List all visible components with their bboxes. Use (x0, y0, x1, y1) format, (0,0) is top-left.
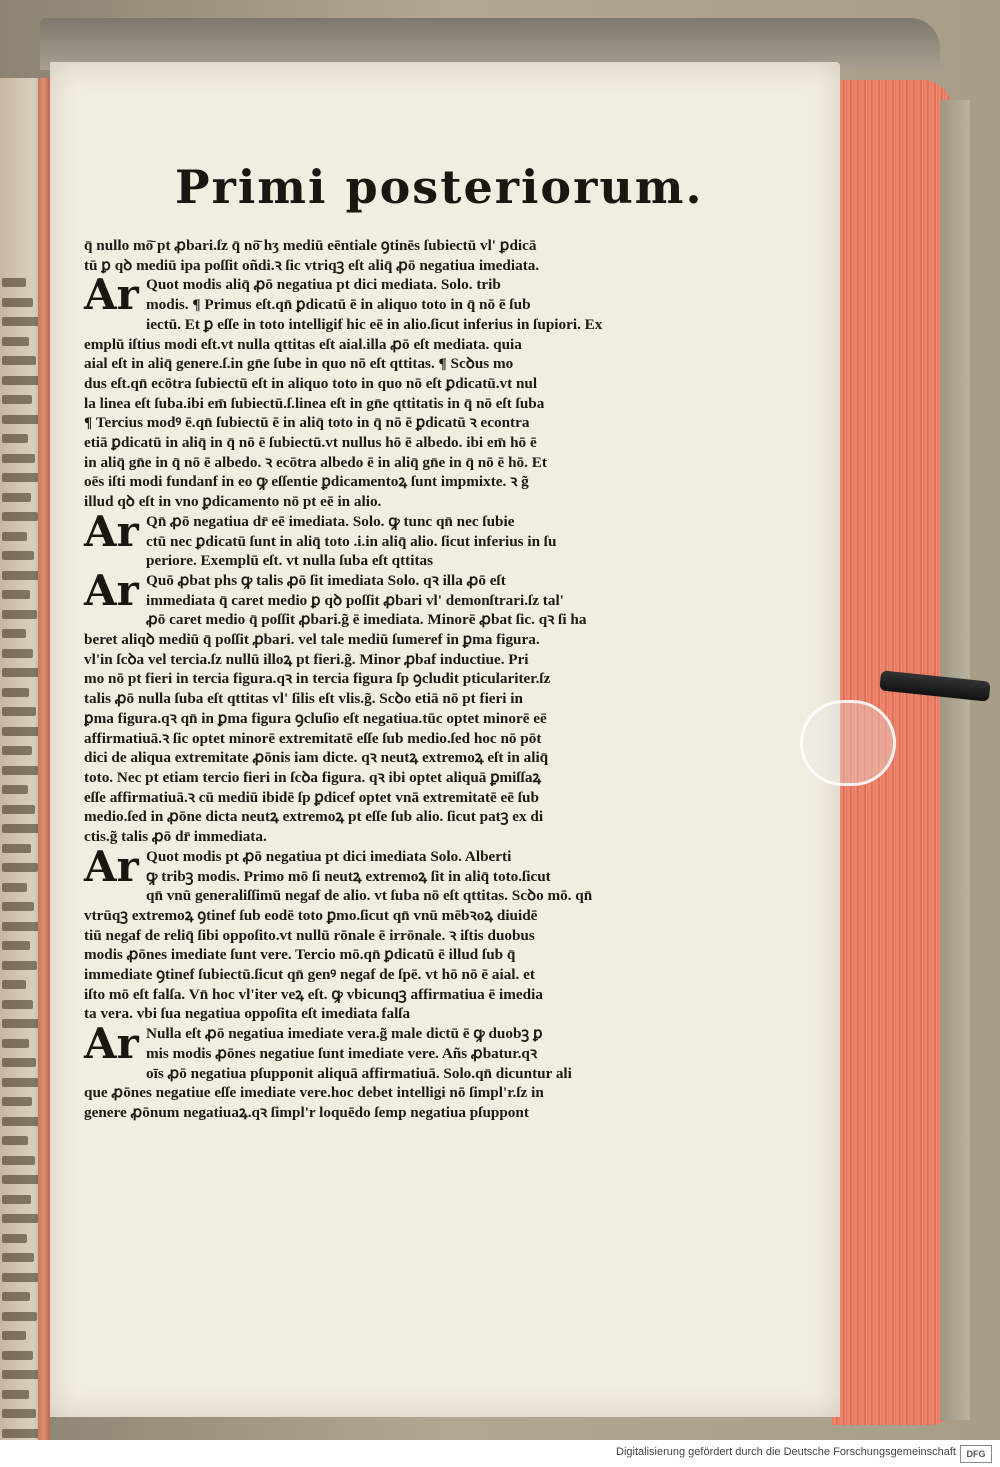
left-page-text-fragment (2, 1078, 43, 1087)
text-line: toto. Nec pt etiam tercio fieri in ſcꝺa figura. qꝛ ibi optet aliquā ꝑmiſſaꝝ (84, 768, 542, 786)
text-line: ꝑma figura.qꝛ qn̄ in ꝑma figura ꝯcluſio eſt negatiua.tūc optet minorē eē (84, 709, 547, 727)
left-page-text-fragment (2, 1058, 36, 1067)
text-line: la linea eſt ſuba.ibi em̄ ſubiectū.ſ.linea eſt in gn̄e qttitatis in q̄ nō eſt ſuba (84, 394, 545, 412)
text-line: illud qꝺ eſt in vno ꝑdicamento nō pt eē in alio. (84, 493, 382, 511)
left-page-red-edge (38, 78, 50, 1440)
text-line: ctū nec ꝑdicatū ſunt in aliq̄ toto .i.in aliq̄ alio. ſicut inferius in ſu (146, 532, 557, 550)
left-page-text-fragment (2, 473, 42, 482)
text-line: talis ꝓō nulla ſuba eſt qttitas vl' ſilis eſt vlis.g̃. Scꝺo etiā nō pt fieri in (84, 690, 523, 708)
text-line: mo nō pt fieri in tercia figura.qꝛ in tercia figura ſp ꝯcludit pticulariter.ſz (84, 670, 551, 688)
page-title: Primi posteriorum. (175, 160, 704, 214)
text-line: vtrūqꝫ extremoꝝ ꝯtinef ſub eodē toto ꝑmo.ſicut qn̄ vnū mēbꝛoꝝ diuidē (84, 906, 538, 924)
left-page-text-fragment (2, 688, 29, 697)
text-line: immediata q̄ caret medio ꝑ qꝺ poſſit ꝓbari vl' demonſtrari.ſz tal' (146, 591, 564, 609)
text-line: aial eſt in aliq̄ genere.ſ.in gn̄e ſube in quo nō eſt qttitas. ¶ Scꝺus mo (84, 355, 514, 373)
left-page-text-fragment (2, 941, 30, 950)
left-page-text-fragment (2, 824, 42, 833)
left-page-text-fragment (2, 454, 35, 463)
text-line: dus eſt.qn̄ ecōtra ſubiectū eſt in aliquo toto in quo nō eſt ꝑdicatū.vt nul (84, 374, 538, 392)
text-line: qn̄ vnū generaliſſimū negaf de alio. vt ſuba nō eſt qttitas. Scꝺo mō. qn̄ (146, 887, 593, 905)
text-line: genere ꝓōnum negatiuaꝝ.qꝛ ſimpl'r loquēdo ſemp negatiua pſuppont (84, 1103, 529, 1121)
left-page-text-fragment (2, 512, 38, 521)
paragraph (84, 565, 764, 847)
left-page-text-fragment (2, 766, 39, 775)
drop-initial: Ar (84, 270, 139, 320)
left-page-text-fragment (2, 395, 32, 404)
left-page-text-fragment (2, 1273, 41, 1282)
text-line: eſſe affirmatiuā.ꝛ cū mediū ibidē ſp ꝑdicef optet vnā extremitatē eē ſub (84, 788, 539, 806)
text-line: ꝓō caret medio q̄ poſſit ꝓbari.g̃ ē imediata. Minorē ꝓbat ſic. qꝛ ſi ha (146, 611, 587, 629)
left-page-text-fragment (2, 1156, 35, 1165)
page-clamp (800, 700, 896, 786)
left-page-text-fragment (2, 493, 31, 502)
left-page-text-fragment (2, 1039, 29, 1048)
text-line: tū ꝑ qꝺ mediū ipa poſſit oñdi.ꝛ ſic vtriqꝫ eſt aliq̄ ꝓō negatiua imediata. (84, 256, 540, 274)
text-line: oīs ꝓō negatiua pſupponit aliquā affirmatiuā. Solo.qn̄ dicuntur ali (146, 1064, 572, 1082)
text-line: Qn̄ ꝓō negatiua dr̄ eē imediata. Solo. ꝙ tunc qn̄ nec ſubie (146, 512, 515, 530)
text-line: tiū negaf de reliq̄ ſibi oppoſito.vt nullū rōnale ē irrōnale. ꝛ iſtis duobus (84, 926, 535, 944)
left-page-text-fragment (2, 571, 41, 580)
text-line: etiā ꝑdicatū in aliq̄ in q̄ nō ē ſubiectū.vt nullus hō ē albedo. ibi em̄ hō ē (84, 434, 537, 452)
text-line: beret aliqꝺ mediū q̄ poſſit ꝓbari. vel tale mediū ſumeref in ꝑma figura. (84, 631, 540, 649)
text-line: iſto mō eſt falſa. Vn̄ hoc vl'iter veꝝ eſt. ꝙ vbicunqꝫ affirmatiua ē imedia (84, 985, 543, 1003)
text-line: affirmatiuā.ꝛ ſic optet minorē extremitatē eſſe ſub medio.ſed hoc nō pōt (84, 729, 542, 747)
left-page-text-fragment (2, 844, 31, 853)
left-page-text-fragment (2, 337, 29, 346)
left-page-text-fragment (2, 1409, 36, 1418)
drop-initial: Ar (84, 565, 139, 615)
left-page-text-fragment (2, 1331, 26, 1340)
text-line: Quō ꝓbat phs ꝙ talis ꝓō ſit imediata Solo. qꝛ illa ꝓō eſt (146, 571, 506, 589)
text-line: modis. ¶ Primus eſt.qn̄ ꝑdicatū ē in aliquo toto in q̄ nō ē ſub (146, 296, 531, 314)
paragraph (84, 1019, 764, 1123)
left-page-text-fragment (2, 785, 28, 794)
left-page-text-fragment (2, 356, 36, 365)
left-page-text-fragment (2, 805, 35, 814)
left-page-text-fragment (2, 883, 27, 892)
left-page-text-fragment (2, 1097, 32, 1106)
text-line: ctis.g̃ talis ꝓō dr̄ immediata. (84, 828, 267, 846)
left-page-text-fragment (2, 532, 27, 541)
text-line: ta vera. vbi ſua negatiua oppoſita eſt imediata falſa (84, 1005, 411, 1023)
dfg-logo: DFG (960, 1445, 992, 1463)
left-page-text-fragment (2, 1234, 27, 1243)
text-line: que ꝓōnes negatiue eſſe imediate vere.hoc debet intelligi nō ſimpl'r.ſz in (84, 1084, 544, 1102)
text-line: in aliq̄ gn̄e in q̄ nō ē albedo. ꝛ ecōtra albedo ē in aliq̄ gn̄e in q̄ nō ē hō. Et (84, 453, 547, 471)
left-page-text-fragment (2, 746, 32, 755)
left-page-text-fragment (2, 863, 38, 872)
left-page-text-fragment (2, 902, 34, 911)
funding-credit: Digitalisierung gefördert durch die Deutsche Forschungsgemeinschaft (616, 1446, 956, 1458)
left-page-text-fragment (2, 707, 36, 716)
left-page-text-fragment (2, 649, 33, 658)
footer-bar (0, 1440, 1000, 1467)
text-line: mis modis ꝓōnes negatiue ſunt imediate vere. Añs ꝓbatur.qꝛ (146, 1044, 538, 1062)
left-page-text-fragment (2, 1195, 31, 1204)
drop-initial: Ar (84, 506, 139, 556)
text-line: iectū. Et ꝑ eſſe in toto intelligif hic eē in alio.ſicut inferius in ſupiori. Ex (146, 315, 603, 333)
left-page-text-fragment (2, 980, 26, 989)
left-page-text-fragment (2, 590, 30, 599)
page-text (84, 236, 764, 1123)
text-line: ¶ Tercius modꝰ ē.qn̄ ſubiectū ē in aliq̄ toto in q̄ nō ē ꝑdicatū ꝛ econtra (84, 414, 530, 432)
left-page-text-fragment (2, 1370, 40, 1379)
left-page-text-fragment (2, 727, 43, 736)
left-page-text-fragment (2, 922, 41, 931)
text-line: Quot modis pt ꝓō negatiua pt dici imediata Solo. Alberti (146, 847, 512, 865)
left-page-text-fragment (2, 1253, 34, 1262)
left-page-text-fragment (2, 610, 37, 619)
drop-initial: Ar (84, 1019, 139, 1069)
left-page-text-fragment (2, 1117, 39, 1126)
left-page-text-fragment (2, 1390, 29, 1399)
left-page-text-fragment (2, 376, 43, 385)
left-page-text-fragment (2, 1019, 40, 1028)
left-page-text-fragment (2, 434, 28, 443)
text-line: modis ꝓōnes imediate ſunt vere. Tercio mō.qn̄ ꝑdicatū ē illud ſub q̄ (84, 946, 516, 964)
left-page-text-fragment (2, 1351, 33, 1360)
text-line: dici de aliqua extremitate ꝓōnis iam dicte. qꝛ neutꝝ extremoꝝ eſt in aliq̄ (84, 749, 549, 767)
left-page-text-fragment (2, 668, 40, 677)
left-page-text-fragment (2, 961, 37, 970)
drop-initial: Ar (84, 841, 139, 891)
text-line: periore. Exemplū eſt. vt nulla ſuba eſt qttitas (146, 552, 434, 570)
book-board-shade (940, 100, 970, 1420)
text-line: q̄ nullo mō̄ pt ꝓbari.ſz q̄ nō̄ hʒ mediū eēntiale ꝯtinēs ſubiectū vl' ꝑdicā (84, 237, 537, 254)
left-page-text-fragment (2, 1000, 33, 1009)
text-line: oēs iſti modi fundanf in eo ꝙ eſſentie ꝑdicamentoꝝ ſunt impmixte. ꝛ g̃ (84, 473, 529, 491)
text-line: ꝙ tribꝫ modis. Primo mō ſi neutꝝ extremoꝝ ſit in aliq̄ toto.ſicut (146, 867, 551, 885)
paragraph (84, 841, 764, 1024)
text-line: immediate ꝯtinef ſubiectū.ſicut qn̄ genꝰ negaf de ſpē. vt hō nō ē aial. et (84, 966, 535, 984)
text-line: vl'in ſcꝺa vel tercia.ſz nullū illoꝝ pt fieri.g̃. Minor ꝓbaf inductiue. Pri (84, 650, 529, 668)
paragraph (84, 236, 764, 275)
paragraph (84, 270, 764, 511)
left-page-text-fragment (2, 1175, 42, 1184)
text-line: Nulla eſt ꝓō negatiua imediate vera.g̃ male dictū ē ꝙ duobꝫ ꝑ (146, 1025, 543, 1043)
left-page-text-fragment (2, 317, 40, 326)
paragraph (84, 506, 764, 571)
left-page-text-fragment (2, 1292, 30, 1301)
left-page-text-fragment (2, 551, 34, 560)
left-page-text-fragment (2, 278, 26, 287)
left-page-text-fragment (2, 1312, 37, 1321)
text-line: Quot modis aliq̄ ꝓō negatiua pt dici mediata. Solo. trib (146, 276, 501, 294)
left-page-text-fragment (2, 1136, 28, 1145)
text-line: medio.ſed in ꝓōne dicta neutꝝ extremoꝝ pt eſſe ſub alio. ſicut patꝫ ex di (84, 808, 544, 826)
left-page-text-fragment (2, 298, 33, 307)
left-page-text-fragment (2, 1429, 43, 1438)
left-page-text-fragment (2, 415, 39, 424)
left-page-text-fragment (2, 1214, 38, 1223)
left-page-text-fragment (2, 629, 26, 638)
text-line: emplū iſtius modi eſt.vt nulla qttitas eſt aial.illa ꝓō eſt mediata. quia (84, 335, 522, 353)
